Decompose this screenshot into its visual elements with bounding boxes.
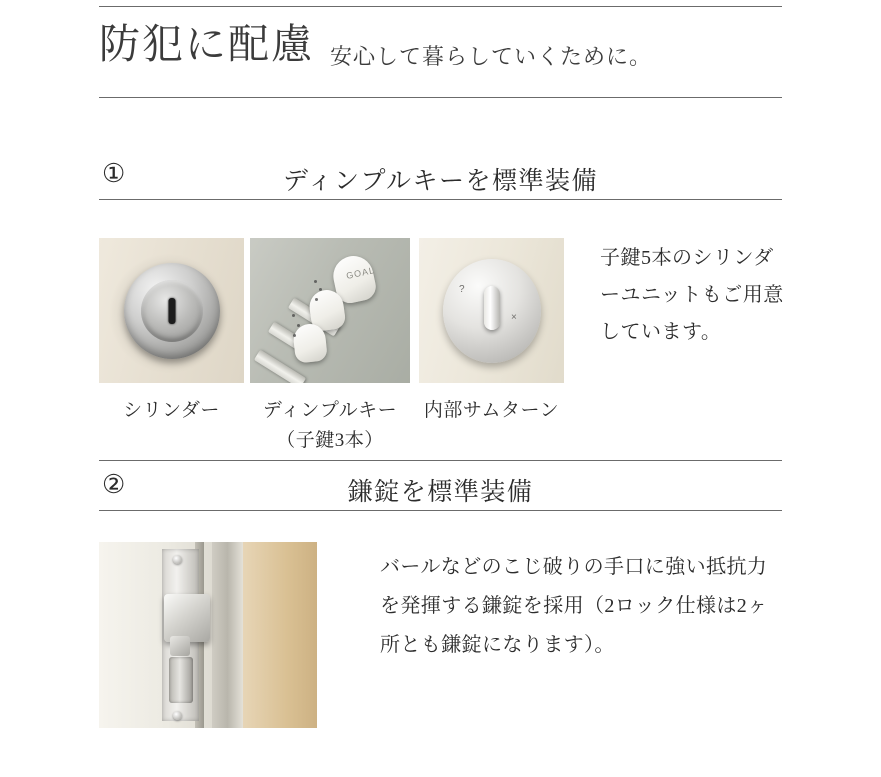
door-gap xyxy=(212,542,243,728)
cylinder-image xyxy=(99,238,244,383)
wood-frame xyxy=(243,542,317,728)
dimple-key-photo xyxy=(250,238,410,383)
section-2-number: ② xyxy=(102,470,126,499)
thumb-turn-knob xyxy=(484,286,500,330)
thumb-turn-photo xyxy=(419,238,564,383)
key-dimples-1 xyxy=(312,274,324,328)
section-1-title: ディンプルキーを標準装備 xyxy=(282,168,598,195)
hook-bolt xyxy=(164,594,210,642)
page-title: 防犯に配慮 xyxy=(99,21,314,67)
cylinder-photo xyxy=(99,238,244,383)
header-bottom-rule xyxy=(99,97,782,98)
section-2-title: 鎌錠を標準装備 xyxy=(347,479,534,506)
dimple-key-caption-sub: （子鍵3本） xyxy=(276,430,384,451)
page-subtitle: 安心して暮らしていくために。 xyxy=(330,44,653,69)
header-top-rule xyxy=(99,6,782,7)
key-dimples-2 xyxy=(290,308,302,362)
section-1-rule xyxy=(99,199,782,200)
section-2-rule xyxy=(99,510,782,511)
thumb-mark-right: × xyxy=(511,312,517,323)
section-2-note: バールなどのこじ破りの手口に強い抵抗力を発揮する鎌錠を採用（2ロック仕様は2ヶ所とも鎌錠になります）。 xyxy=(380,556,768,656)
dead-bolt xyxy=(169,657,193,703)
cylinder-caption: シリンダー xyxy=(123,400,220,421)
key-brand-label: GOAL xyxy=(345,265,376,281)
thumb-mark-left: ? xyxy=(459,284,465,295)
hook-lock-image xyxy=(99,542,317,728)
section-1-note: 子鍵5本のシリンダーユニットもご用意しています。 xyxy=(600,247,784,343)
section-2-top-rule xyxy=(99,460,782,461)
cylinder-keyhole xyxy=(168,298,175,324)
hook-lock-photo xyxy=(99,542,317,728)
dimple-key-caption: ディンプルキー xyxy=(262,400,398,421)
thumb-turn-caption: 内部サムターン xyxy=(423,400,560,421)
thumb-turn-image xyxy=(419,238,564,383)
section-1-number: ① xyxy=(102,159,126,188)
dimple-key-image xyxy=(250,238,410,383)
